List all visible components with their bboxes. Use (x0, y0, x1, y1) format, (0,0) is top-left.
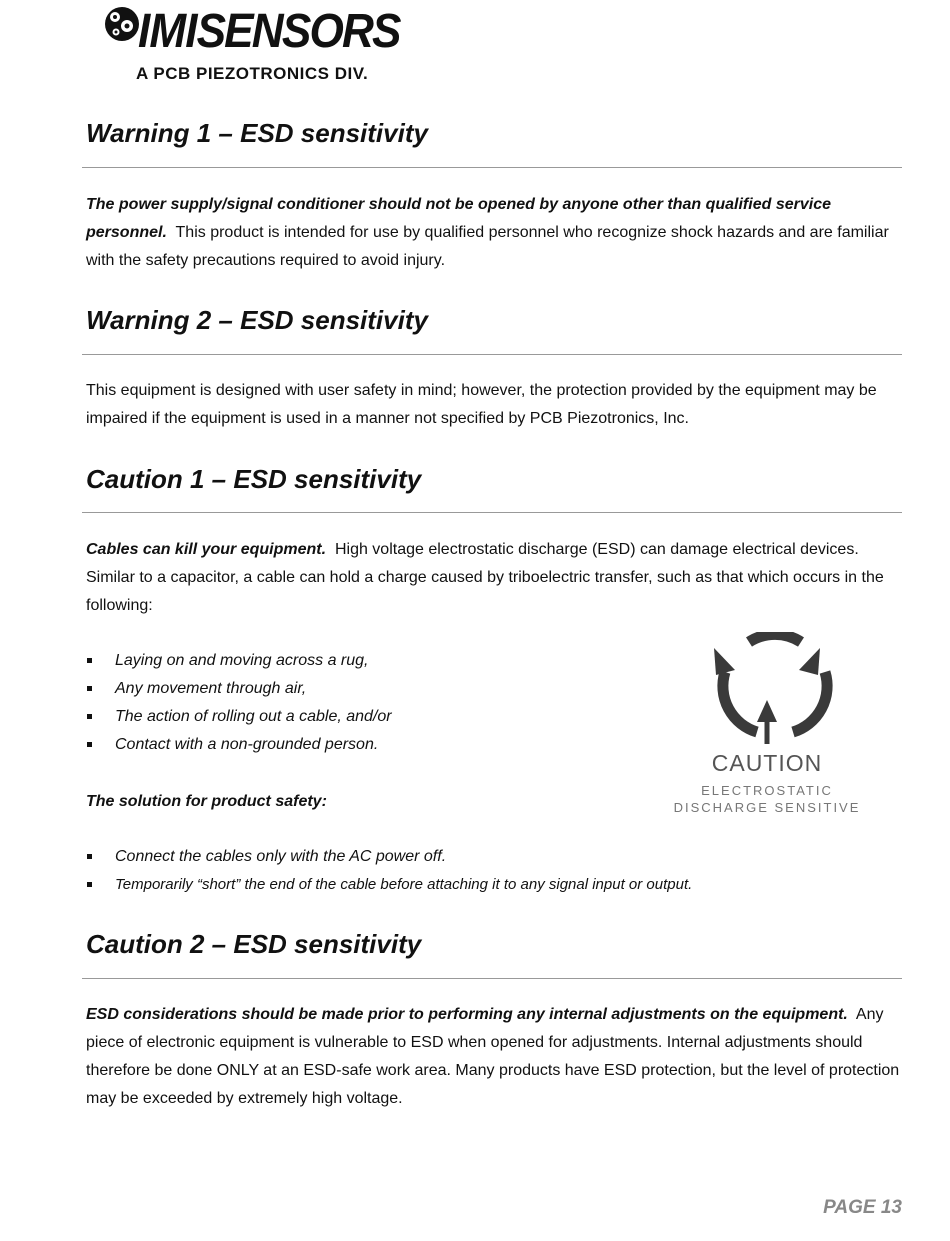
warning1-paragraph (86, 191, 906, 275)
warning1-heading: Warning 1 – ESD sensitivity (86, 118, 428, 148)
solution-list (86, 843, 692, 899)
list-item: The action of rolling out a cable, and/or (86, 703, 392, 731)
esd-causes-list (86, 647, 392, 759)
page-number: PAGE 13 (823, 1197, 902, 1218)
esd-caution-symbol (672, 632, 862, 822)
caution2-body: Any piece of electronic equipment is vulnerable to ESD when opened for adjustments. Internal adjustments should therefore be done ONLY at an ESD-safe work area. Many products have ESD protection, but the level of protection may be exceeded by extremely high voltage. (86, 1006, 900, 1107)
list-item: Laying on and moving across a rug, (86, 647, 392, 675)
caution1-heading: Caution 1 – ESD sensitivity (86, 464, 422, 494)
gear-logo-icon (102, 4, 142, 44)
caution2-paragraph (86, 1001, 906, 1113)
caution1-body: High voltage electrostatic discharge (ESD) can damage electrical devices. Similar to a capacitor, a cable can hold a charge caused by triboelectric transfer, such as that which occurs in the following: (86, 541, 884, 614)
esd-label-line2: ELECTROSTATIC (701, 783, 833, 798)
division-name: A PCB PIEZOTRONICS DIV. (136, 64, 369, 83)
divider (82, 354, 902, 355)
caution1-lead: Cables can kill your equipment. (86, 541, 327, 558)
list-item: Any movement through air, (86, 675, 392, 703)
bullet-icon (87, 658, 92, 663)
divider (82, 978, 902, 979)
bullet-icon (87, 854, 92, 859)
bullet-icon (87, 714, 92, 719)
divider (82, 167, 902, 168)
list-item: Connect the cables only with the AC power off. (86, 843, 692, 871)
bullet-icon (87, 686, 92, 691)
caution1-paragraph (86, 536, 906, 620)
esd-caution-icon (672, 632, 862, 752)
solution-heading: The solution for product safety: (86, 793, 327, 810)
list-item: Temporarily “short” the end of the cable before attaching it to any signal input or output. (86, 871, 692, 899)
esd-caution-label: CAUTION (711, 750, 823, 776)
warning2-paragraph: This equipment is designed with user safety in mind; however, the protection provided by the equipment may be impaired if the equipment is used in a manner not specified by PCB Piezotronics, Inc. (86, 382, 877, 427)
caution2-lead: ESD considerations should be made prior to performing any internal adjustments on the equipment. (86, 1006, 848, 1023)
warning1-lead: The power supply/signal conditioner should not be opened by anyone other than qualified service personnel. (86, 196, 831, 241)
esd-label-line3: DISCHARGE SENSITIVE (673, 800, 861, 815)
bullet-icon (87, 742, 92, 747)
caution2-heading: Caution 2 – ESD sensitivity (86, 929, 422, 959)
warning1-body: This product is intended for use by qualified personnel who recognize shock hazards and are familiar with the safety precautions required to avoid injury. (86, 224, 889, 269)
divider (82, 512, 902, 513)
company-logo (102, 4, 432, 88)
bullet-icon (87, 882, 92, 887)
list-item: Contact with a non-grounded person. (86, 731, 392, 759)
brand-name: IMISENSORS (138, 5, 400, 58)
warning2-heading: Warning 2 – ESD sensitivity (86, 305, 428, 335)
